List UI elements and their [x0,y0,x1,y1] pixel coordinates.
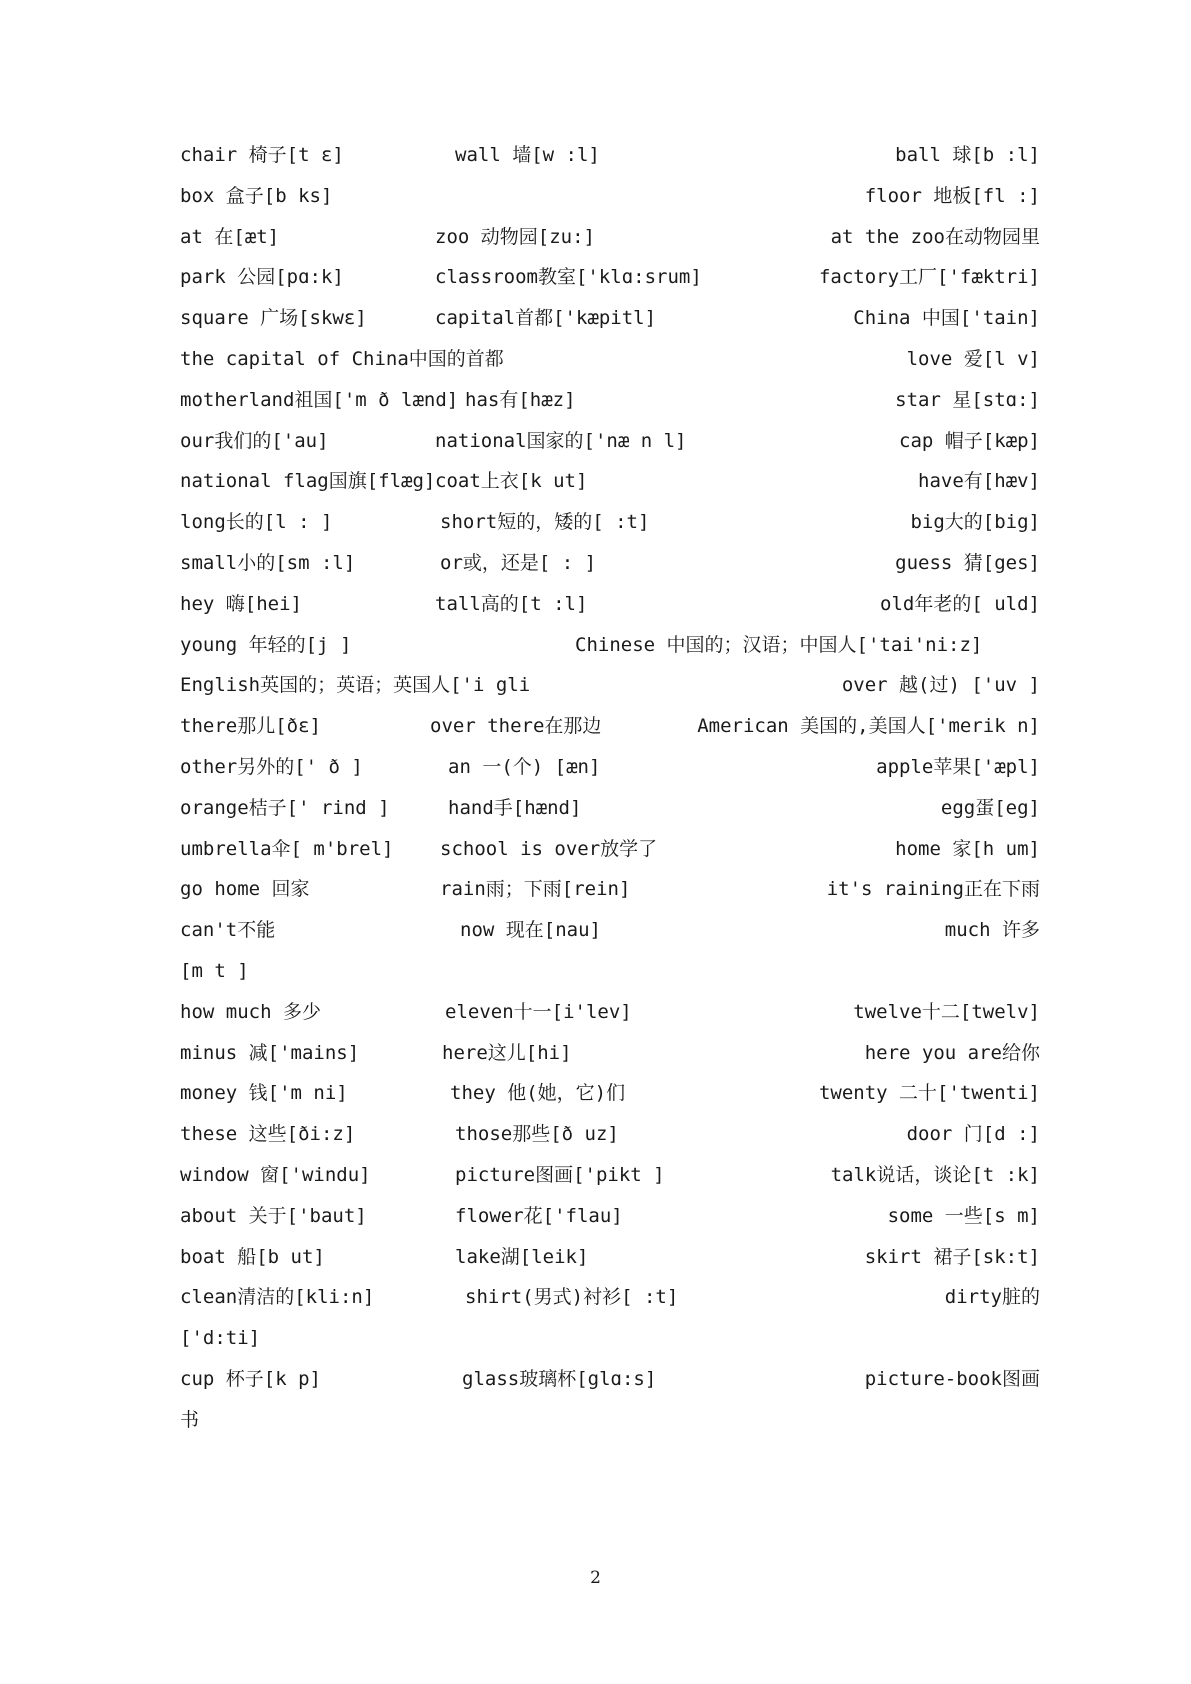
vocab-entry: minus 减['mains] [180,1041,360,1064]
vocab-entry: twelve十二[twelv] [853,1000,1040,1023]
vocab-row [180,500,1040,544]
vocab-entry: there那儿[ðɛ] [180,715,321,738]
vocab-entry: young 年轻的[j ] [180,633,352,656]
vocab-entry: shirt(男式)衬衫[ :t] [465,1286,679,1309]
vocab-entry: glass玻璃杯[glɑ:s] [462,1368,657,1390]
vocab-entry: much 许多 [944,919,1040,942]
vocab-entry: wall 墙[w :l] [455,144,600,166]
vocab-entry: hand手[hænd] [448,796,582,819]
vocab-row [180,1275,1040,1319]
vocab-entry: capital首都['kæpitl] [435,307,657,330]
vocab-entry: picture-book图画 [864,1368,1040,1390]
vocab-entry: egg蛋[eg] [940,796,1040,819]
vocab-entry: it's raining正在下雨 [826,878,1040,901]
vocab-row [180,1112,1040,1156]
vocab-entry: window 窗['windu] [180,1164,371,1186]
vocab-entry: lake湖[leik] [455,1245,589,1268]
vocab-entry: at 在[æt] [180,225,280,248]
vocab-entry: apple苹果['æpl] [876,756,1040,778]
vocab-row [180,174,1040,218]
vocab-row [180,623,1040,667]
vocab-entry: over 越(过) ['uv ] [841,674,1040,697]
vocab-row [180,1194,1040,1238]
vocab-entry: big大的[big] [910,511,1040,534]
vocab-entry: national国家的['næ n l] [435,429,687,452]
vocab-row [180,1235,1040,1279]
vocab-entry: clean清洁的[kli:n] [180,1286,375,1309]
vocab-entry: square 广场[skwɛ] [180,307,367,330]
vocab-entry: park 公园[pɑ:k] [180,266,344,289]
vocab-entry: how much 多少 [180,1000,321,1023]
vocab-entry: or或，还是[ : ] [440,552,597,574]
vocab-entry: ball 球[b :l] [895,144,1040,166]
vocab-entry: our我们的['au] [180,429,329,452]
vocab-row [180,215,1040,259]
vocab-row [180,378,1040,422]
vocab-entry: an 一(个) [æn] [448,756,601,778]
vocab-entry: boat 船[b ut] [180,1245,325,1268]
vocab-entry: love 爱[l v] [906,348,1040,370]
vocab-row [180,296,1040,340]
vocab-entry: here这儿[hi] [442,1041,572,1064]
vocab-entry: picture图画['pikt ] [455,1164,665,1186]
vocab-entry: classroom教室['klɑ:srum] [435,266,702,289]
vocab-entry: school is over放学了 [440,837,658,860]
vocab-row [180,1031,1040,1075]
vocab-entry: English英国的；英语；英国人['i gli [180,674,531,697]
vocab-entry: chair 椅子[t ɛ] [180,144,344,166]
vocab-row [180,786,1040,830]
vocab-entry: tall高的[t :l] [435,592,588,615]
vocab-entry: flower花['flau] [455,1204,623,1227]
vocab-entry: box 盒子[b ks] [180,184,333,207]
page-number: 2 [590,1568,601,1588]
vocab-row [180,1357,1040,1401]
vocab-entry: short短的，矮的[ :t] [440,511,650,534]
vocab-entry: national flag国旗[flæg] [180,470,436,493]
vocab-entry: can't不能 [180,919,276,942]
vocab-entry: small小的[sm :l] [180,552,356,574]
vocab-entry: dirty脏的 [944,1286,1040,1309]
vocab-entry: door 门[d :] [906,1123,1040,1146]
vocab-row [180,1153,1040,1197]
vocab-entry: floor 地板[fl :] [864,184,1040,207]
vocab-row [180,459,1040,503]
vocab-row [180,1398,1040,1442]
vocab-row [180,908,1040,952]
vocab-entry: orange桔子[' rind ] [180,796,390,819]
vocab-entry: [m t ] [180,960,249,982]
vocab-entry: at the zoo在动物园里 [830,225,1040,248]
vocab-entry: skirt 裙子[sk:t] [864,1245,1040,1268]
vocab-entry: hey 嗨[hei] [180,592,302,615]
vocab-entry: now 现在[nau] [460,919,601,942]
vocab-entry: American 美国的,美国人['merik n] [697,715,1040,738]
vocab-entry: talk说话，谈论[t :k] [830,1164,1040,1186]
vocab-entry: those那些[ð uz] [455,1123,619,1146]
vocab-entry: the capital of China中国的首都 [180,348,504,370]
vocab-row [180,990,1040,1034]
vocab-entry: these 这些[ði:z] [180,1123,356,1146]
vocab-entry: long长的[l : ] [180,511,333,534]
vocab-entry: old年老的[ uld] [880,592,1040,615]
vocab-entry: twenty 二十['twenti] [818,1082,1040,1105]
vocab-entry: here you are给你 [864,1041,1040,1064]
vocab-row [180,419,1040,463]
vocab-row [180,541,1040,585]
vocab-entry: umbrella伞[ m'brel] [180,837,394,860]
vocab-entry: motherland祖国['m ð lænd] [180,388,459,411]
vocab-entry: cap 帽子[kæp] [899,429,1040,452]
vocab-entry: home 家[h um] [895,837,1040,860]
vocab-entry: zoo 动物园[zu:] [435,225,595,248]
vocab-entry: 书 [180,1408,200,1431]
vocab-row [180,133,1040,177]
vocab-entry: China 中国['tain] [853,307,1040,330]
vocab-row [180,745,1040,789]
vocab-row [180,663,1040,707]
vocab-row [180,827,1040,871]
vocab-row [180,582,1040,626]
vocab-entry: star 星[stɑ:] [895,388,1040,411]
vocab-entry: Chinese 中国的；汉语；中国人['tai'ni:z] [575,633,983,656]
vocab-row [180,337,1040,381]
vocab-row [180,867,1040,911]
vocab-entry: factory工厂['fæktri] [818,266,1040,289]
vocab-entry: cup 杯子[k p] [180,1368,321,1390]
vocab-entry: ['d:ti] [180,1327,261,1350]
vocab-row [180,1316,1040,1360]
vocab-entry: they 他(她，它)们 [450,1082,626,1105]
vocab-entry: go home 回家 [180,878,310,901]
vocab-row [180,255,1040,299]
vocab-row [180,1071,1040,1115]
vocab-entry: about 关于['baut] [180,1204,367,1227]
vocab-entry: have有[hæv] [918,470,1040,493]
vocab-entry: eleven十一[i'lev] [445,1000,632,1023]
vocab-entry: money 钱['m ni] [180,1082,348,1105]
vocab-entry: rain雨；下雨[rein] [440,878,631,901]
vocab-row [180,704,1040,748]
vocab-entry: over there在那边 [430,715,602,738]
vocab-entry: coat上衣[k ut] [435,470,588,493]
vocab-entry: guess 猜[ges] [895,552,1040,574]
vocab-entry: some 一些[s m] [887,1204,1040,1227]
vocab-entry: has有[hæz] [465,388,576,411]
vocab-row [180,949,1040,993]
vocab-entry: other另外的[' ð ] [180,756,363,778]
